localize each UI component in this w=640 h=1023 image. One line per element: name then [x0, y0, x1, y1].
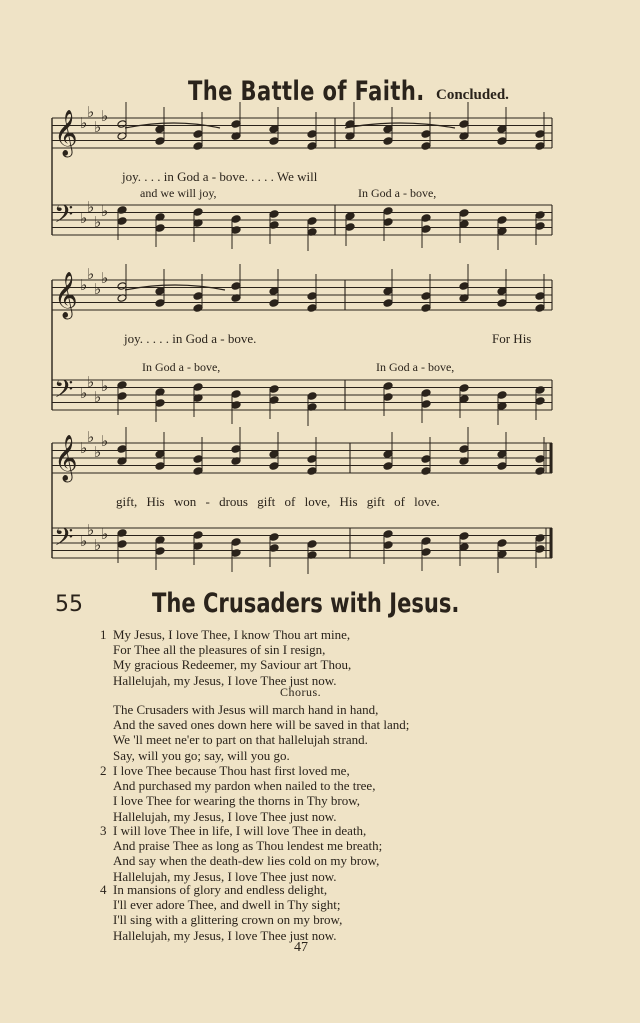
note-head — [307, 130, 317, 139]
note-head — [193, 208, 203, 217]
note-head — [345, 212, 355, 221]
verse-line: I'll sing with a glittering crown on my brow, — [113, 912, 343, 928]
note-head — [497, 539, 507, 548]
note-head — [269, 210, 279, 219]
treble-clef: 𝄞 — [54, 272, 78, 318]
note-head — [459, 282, 469, 291]
note-head — [535, 386, 545, 395]
note-head — [497, 391, 507, 400]
note-head — [383, 541, 393, 550]
note-head — [497, 137, 507, 146]
flat-sign: ♭ — [101, 377, 109, 395]
verse-line: I'll ever adore Thee, and dwell in Thy sight; — [113, 897, 341, 913]
note-head — [269, 385, 279, 394]
note-head — [421, 292, 431, 301]
note-head — [535, 292, 545, 301]
note-head — [535, 211, 545, 220]
hymn-number: 55 — [55, 592, 83, 617]
note-head — [383, 450, 393, 459]
note-head — [535, 304, 545, 313]
verse-number: 4 — [100, 882, 107, 897]
chorus-heading: Chorus. — [280, 685, 322, 699]
note-head — [307, 467, 317, 476]
note-head — [269, 287, 279, 296]
note-head — [193, 142, 203, 151]
note-head — [269, 125, 279, 134]
chorus-line: Say, will you go; say, will you go. — [113, 747, 290, 763]
verse-line: And say when the death-dew lies cold on my brow, — [113, 853, 380, 869]
page-number: 47 — [294, 940, 308, 955]
chorus-line: The Crusaders with Jesus will march hand in hand, — [113, 702, 379, 717]
note-head — [383, 207, 393, 216]
flat-sign: ♭ — [87, 521, 95, 539]
note-head — [535, 455, 545, 464]
note-head — [421, 537, 431, 546]
verse-number: 2 — [100, 763, 107, 778]
note-head — [383, 299, 393, 308]
flat-sign: ♭ — [87, 265, 95, 283]
verse-number: 1 — [100, 627, 107, 642]
note-head — [155, 125, 165, 134]
note-head — [155, 547, 165, 556]
lyric-line: joy. . . . . in God a - bove. — [124, 331, 257, 346]
note-head — [193, 130, 203, 139]
note-head — [497, 125, 507, 134]
verse-line: And purchased my pardon when nailed to the tree, — [113, 778, 376, 794]
note-head — [459, 120, 469, 129]
note-head — [421, 225, 431, 234]
flat-sign: ♭ — [80, 439, 88, 457]
lyric-line: For His — [492, 331, 532, 346]
note-head — [497, 299, 507, 308]
bass-lyric: In God a - bove, — [376, 360, 455, 374]
note-head — [459, 395, 469, 404]
note-head — [383, 287, 393, 296]
note-head — [421, 455, 431, 464]
flat-sign: ♭ — [87, 428, 95, 446]
verse-line: For Thee all the pleasures of sin I resign, — [113, 642, 326, 658]
note-head — [307, 392, 317, 401]
bass-clef: 𝄢 — [54, 523, 74, 558]
note-head — [459, 543, 469, 552]
note-head — [269, 533, 279, 542]
note-head — [155, 287, 165, 296]
note-head — [535, 222, 545, 231]
flat-sign: ♭ — [94, 118, 102, 136]
lyric-line: gift, His won - drous gift of love, His gift of love. — [116, 494, 440, 509]
note-head — [421, 548, 431, 557]
note-head — [117, 282, 127, 291]
note-head — [231, 445, 241, 454]
verse-line: My gracious Redeemer, my Saviour art Thou, — [113, 657, 352, 673]
note-head — [383, 125, 393, 134]
note-head — [155, 137, 165, 146]
note-head — [459, 209, 469, 218]
chorus-line: We 'll meet ne'er to part on that hallelujah strand. — [113, 732, 368, 748]
bass-clef: 𝄢 — [54, 200, 74, 235]
note-head — [193, 383, 203, 392]
note-head — [421, 400, 431, 409]
bass-clef: 𝄢 — [54, 375, 74, 410]
note-head — [269, 544, 279, 553]
verse-line: Hallelujah, my Jesus, I love Thee just now. — [113, 808, 337, 824]
flat-sign: ♭ — [80, 532, 88, 550]
note-head — [231, 120, 241, 129]
flat-sign: ♭ — [80, 209, 88, 227]
note-head — [269, 137, 279, 146]
note-head — [231, 215, 241, 224]
hymn-title: The Battle of Faith. — [188, 76, 425, 107]
concluded-label: Concluded. — [436, 87, 509, 103]
note-head — [421, 214, 431, 223]
note-head — [155, 450, 165, 459]
note-head — [497, 462, 507, 471]
note-head — [155, 462, 165, 471]
flat-sign: ♭ — [80, 384, 88, 402]
chorus-line: And the saved ones down here will be saved in that land; — [113, 717, 410, 733]
note-head — [231, 282, 241, 291]
note-head — [193, 531, 203, 540]
note-head — [383, 530, 393, 539]
verse-line: Hallelujah, my Jesus, I love Thee just now. — [113, 672, 337, 688]
flat-sign: ♭ — [87, 373, 95, 391]
verse-line: In mansions of glory and endless delight, — [113, 882, 328, 897]
note-head — [155, 224, 165, 233]
note-head — [231, 549, 241, 558]
verse-line: And praise Thee as long as Thou lendest me breath; — [113, 838, 383, 854]
bass-lyric: In God a - bove, — [142, 360, 221, 374]
bass-lyric: and we will joy, — [140, 186, 217, 200]
verse-line: Hallelujah, my Jesus, I love Thee just now. — [113, 868, 337, 884]
note-head — [231, 538, 241, 547]
verse-line: Hallelujah, my Jesus, I love Thee just now. — [113, 927, 337, 943]
note-head — [421, 130, 431, 139]
note-head — [155, 299, 165, 308]
note-head — [497, 216, 507, 225]
note-head — [117, 120, 127, 129]
note-head — [117, 392, 127, 401]
note-head — [421, 142, 431, 151]
flat-sign: ♭ — [94, 213, 102, 231]
flat-sign: ♭ — [101, 202, 109, 220]
hymn-title: The Crusaders with Jesus. — [152, 588, 460, 619]
note-head — [269, 396, 279, 405]
note-head — [117, 217, 127, 226]
note-head — [231, 226, 241, 235]
note-head — [535, 545, 545, 554]
note-head — [117, 445, 127, 454]
verse-line: My Jesus, I love Thee, I know Thou art mine, — [113, 627, 351, 642]
note-head — [497, 227, 507, 236]
note-head — [535, 397, 545, 406]
verse-number: 3 — [100, 823, 107, 838]
note-head — [421, 389, 431, 398]
note-head — [193, 292, 203, 301]
note-head — [497, 550, 507, 559]
note-head — [307, 142, 317, 151]
note-head — [269, 462, 279, 471]
note-head — [535, 534, 545, 543]
note-head — [459, 532, 469, 541]
note-head — [269, 450, 279, 459]
note-head — [193, 467, 203, 476]
flat-sign: ♭ — [94, 280, 102, 298]
note-head — [269, 299, 279, 308]
note-head — [383, 393, 393, 402]
note-head — [307, 292, 317, 301]
note-head — [345, 223, 355, 232]
treble-clef: 𝄞 — [54, 435, 78, 481]
note-head — [383, 137, 393, 146]
note-head — [497, 287, 507, 296]
flat-sign: ♭ — [87, 103, 95, 121]
flat-sign: ♭ — [80, 276, 88, 294]
note-head — [383, 462, 393, 471]
note-head — [155, 399, 165, 408]
note-head — [535, 130, 545, 139]
note-head — [307, 304, 317, 313]
flat-sign: ♭ — [101, 432, 109, 450]
flat-sign: ♭ — [101, 525, 109, 543]
note-head — [383, 218, 393, 227]
note-head — [269, 221, 279, 230]
note-head — [117, 529, 127, 538]
flat-sign: ♭ — [87, 198, 95, 216]
note-head — [383, 382, 393, 391]
treble-clef: 𝄞 — [54, 110, 78, 156]
flat-sign: ♭ — [101, 269, 109, 287]
note-head — [459, 384, 469, 393]
verse-line: I will love Thee in life, I will love Thee in death, — [113, 823, 367, 838]
note-head — [117, 206, 127, 215]
note-head — [421, 304, 431, 313]
note-head — [421, 467, 431, 476]
note-head — [535, 467, 545, 476]
verse-line: I love Thee because Thou hast first loved me, — [113, 763, 350, 778]
note-head — [231, 390, 241, 399]
note-head — [117, 381, 127, 390]
flat-sign: ♭ — [80, 114, 88, 132]
flat-sign: ♭ — [94, 443, 102, 461]
flat-sign: ♭ — [101, 107, 109, 125]
note-head — [307, 455, 317, 464]
note-head — [459, 445, 469, 454]
note-head — [231, 401, 241, 410]
note-head — [535, 142, 545, 151]
verse-line: I love Thee for wearing the thorns in Thy brow, — [113, 793, 361, 809]
flat-sign: ♭ — [94, 388, 102, 406]
note-head — [459, 220, 469, 229]
note-head — [307, 540, 317, 549]
lyric-line: joy. . . . in God a - bove. . . . . We will — [122, 169, 318, 184]
flat-sign: ♭ — [94, 536, 102, 554]
note-head — [117, 540, 127, 549]
note-head — [497, 402, 507, 411]
note-head — [193, 455, 203, 464]
bass-lyric: In God a - bove, — [358, 186, 437, 200]
note-head — [497, 450, 507, 459]
note-head — [193, 304, 203, 313]
note-head — [307, 217, 317, 226]
